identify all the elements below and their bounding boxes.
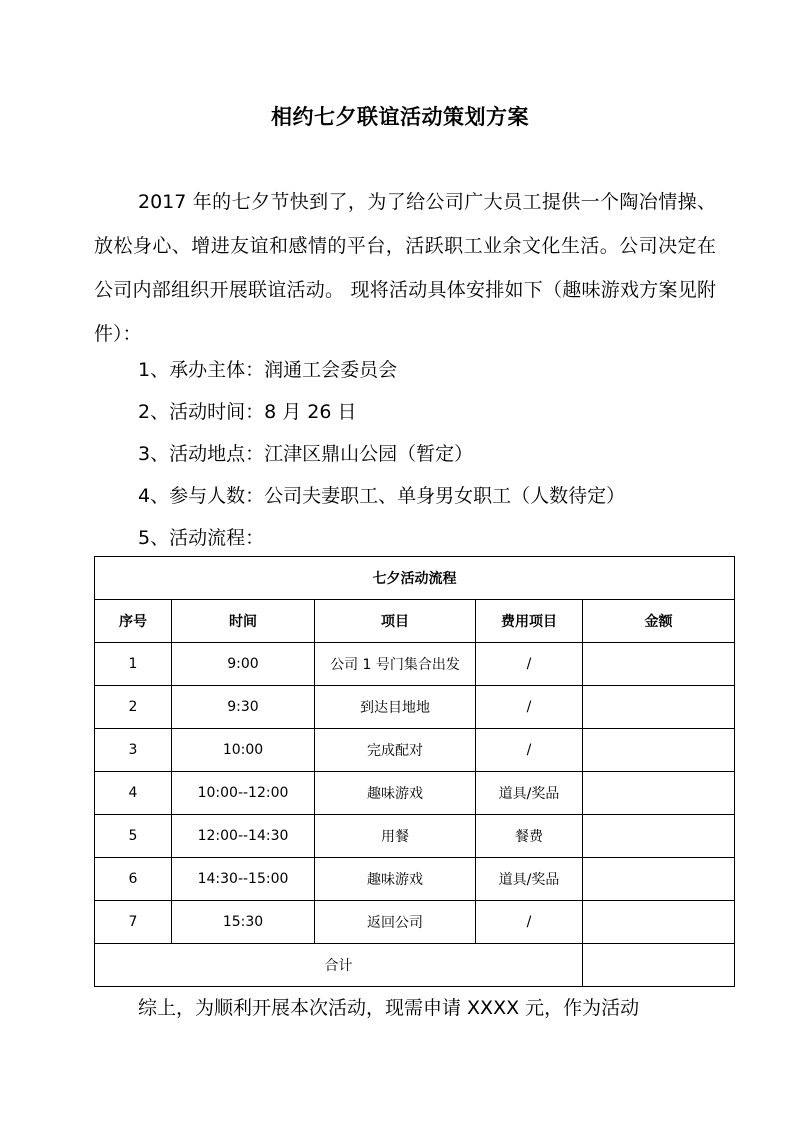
list-item: 4、参与人数：公司夫妻职工、单身男女职工（人数待定） — [138, 485, 626, 507]
cell-index: 1 — [95, 643, 172, 686]
cell-index: 4 — [95, 772, 172, 815]
table-row — [95, 729, 735, 772]
cell-activity: 到达目地地 — [315, 686, 476, 729]
document-title: 相约七夕联谊活动策划方案 — [271, 105, 529, 129]
column-header: 项目 — [315, 600, 476, 643]
cell-amount — [583, 901, 735, 944]
cell-activity: 用餐 — [315, 815, 476, 858]
table-row — [95, 643, 735, 686]
schedule-table — [94, 556, 735, 987]
cell-cost-item: 餐费 — [476, 815, 583, 858]
cell-index: 3 — [95, 729, 172, 772]
cell-amount — [583, 815, 735, 858]
cell-activity: 返回公司 — [315, 901, 476, 944]
closing-paragraph: 综上，为顺利开展本次活动，现需申请 XXXX 元，作为活动 — [138, 997, 640, 1019]
cell-activity: 趣味游戏 — [315, 772, 476, 815]
cell-cost-item: / — [476, 901, 583, 944]
table-row — [95, 858, 735, 901]
cell-index: 6 — [95, 858, 172, 901]
cell-cost-item: / — [476, 729, 583, 772]
cell-time: 9:00 — [172, 643, 315, 686]
table-caption: 七夕活动流程 — [95, 557, 735, 600]
cell-time: 10:00--12:00 — [172, 772, 315, 815]
intro-paragraph: 2017 年的七夕节快到了，为了给公司广大员工提供一个陶冶情操、放松身心、增进友谊和感情的平台，活跃职工业余文化生活。公司决定在公司内部组织开展联谊活动。 现将活动具体安排如下（趣味游戏方案见附件）： — [94, 191, 716, 345]
cell-time: 14:30--15:00 — [172, 858, 315, 901]
cell-amount — [583, 643, 735, 686]
cell-cost-item: / — [476, 643, 583, 686]
cell-amount — [583, 858, 735, 901]
total-amount — [583, 944, 735, 987]
cell-activity: 公司 1 号门集合出发 — [315, 643, 476, 686]
cell-activity: 趣味游戏 — [315, 858, 476, 901]
list-item: 2、活动时间：8 月 26 日 — [138, 401, 357, 423]
list-item: 3、活动地点：江津区鼎山公园（暂定） — [138, 443, 474, 465]
list-item: 5、活动流程： — [138, 527, 265, 549]
cell-cost-item: 道具/奖品 — [476, 858, 583, 901]
list-item: 1、承办主体：润通工会委员会 — [138, 359, 398, 381]
cell-amount — [583, 772, 735, 815]
cell-time: 15:30 — [172, 901, 315, 944]
cell-time: 12:00--14:30 — [172, 815, 315, 858]
table-row — [95, 815, 735, 858]
cell-cost-item: 道具/奖品 — [476, 772, 583, 815]
cell-index: 5 — [95, 815, 172, 858]
table-caption-row — [95, 557, 735, 600]
table-total-row — [95, 944, 735, 987]
table-row — [95, 772, 735, 815]
total-label: 合计 — [95, 944, 583, 987]
table-row — [95, 686, 735, 729]
cell-time: 9:30 — [172, 686, 315, 729]
cell-cost-item: / — [476, 686, 583, 729]
table-header-row — [95, 600, 735, 643]
column-header: 费用项目 — [476, 600, 583, 643]
cell-index: 7 — [95, 901, 172, 944]
cell-activity: 完成配对 — [315, 729, 476, 772]
cell-amount — [583, 729, 735, 772]
column-header: 时间 — [172, 600, 315, 643]
cell-time: 10:00 — [172, 729, 315, 772]
cell-index: 2 — [95, 686, 172, 729]
column-header: 金额 — [583, 600, 735, 643]
column-header: 序号 — [95, 600, 172, 643]
table-row — [95, 901, 735, 944]
cell-amount — [583, 686, 735, 729]
